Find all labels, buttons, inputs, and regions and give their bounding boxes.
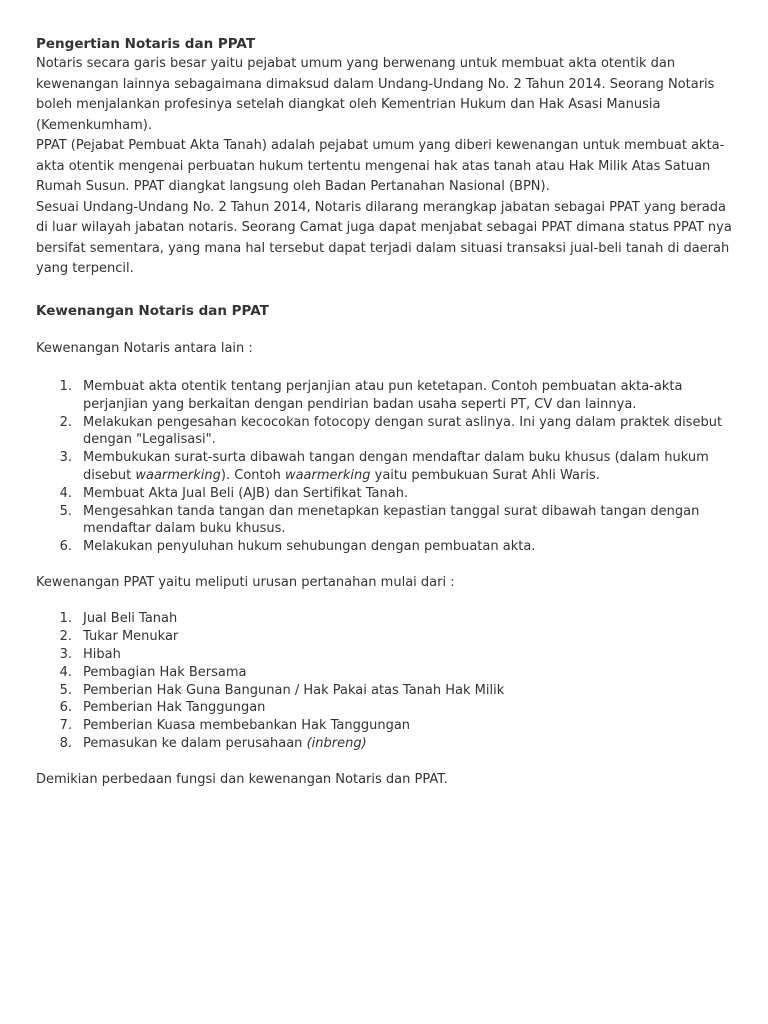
list-item-text-part: yaitu pembukuan Surat Ahli Waris. [370, 467, 600, 483]
list-number: 5. [59, 682, 72, 698]
list-item [36, 503, 732, 539]
paragraph-notaris-definition: Notaris secara garis besar yaitu pejabat umum yang berwenang untuk membuat akta otentik dan kewenangan lainnya sebagaimana dimaksud dalam Undang-Undang No. 2 Tahun 2014. Seorang Notaris boleh menjalankan profesinya setelah diangkat oleh Kementrian Hukum dan Hak Asasi Manusia (Kemenkumham). [36, 56, 715, 133]
list-item [36, 378, 732, 414]
list-number: 3. [59, 450, 72, 466]
list-item [36, 628, 732, 646]
notaris-authority-list [36, 378, 732, 556]
list-item [36, 414, 732, 450]
list-item [36, 735, 732, 753]
heading-kewenangan: Kewenangan Notaris dan PPAT [36, 302, 269, 319]
paragraph-ppat-definition: PPAT (Pejabat Pembuat Akta Tanah) adalah pejabat umum yang diberi kewenangan untuk membuat akta-akta otentik mengenai perbuatan hukum tertentu mengenai hak atas tanah atau Hak Milik Atas Satuan Rumah Susun. PPAT diangkat langsung oleh Badan Pertanahan Nasional (BPN). [36, 138, 725, 194]
heading-pengertian: Pengertian Notaris dan PPAT [36, 36, 256, 52]
list-number: 5. [59, 503, 72, 519]
list-item-text: Hibah [83, 647, 121, 663]
list-number: 1. [59, 611, 72, 627]
list-item [36, 538, 732, 556]
list-number: 3. [59, 647, 72, 663]
list-item-text-part: ). Contoh [220, 467, 285, 483]
italic-term: (inbreng) [306, 736, 367, 752]
list-item-text: Pemberian Kuasa membebankan Hak Tanggungan [83, 718, 411, 734]
list-number: 6. [59, 700, 72, 716]
list-item-text: Pemberian Hak Tanggungan [83, 700, 266, 716]
list-number: 1. [59, 379, 72, 394]
italic-term: waarmerking [135, 467, 221, 483]
list-item [36, 646, 732, 664]
list-item [36, 449, 732, 485]
ppat-authority-list [36, 610, 732, 752]
list-item-text-part: Pemasukan ke dalam perusahaan [83, 736, 307, 752]
closing-sentence: Demikian perbedaan fungsi dan kewenangan Notaris dan PPAT. [36, 771, 448, 787]
list-number: 7. [59, 718, 72, 734]
list-item-text: Mengesahkan tanda tangan dan menetapkan kepastian tanggal surat dibawah tangan dengan mendaftar dalam buku khusus. [83, 503, 700, 537]
list-item-text: Membuat akta otentik tentang perjanjian atau pun ketetapan. Contoh pembuatan akta-akta perjanjian yang berkaitan dengan pendirian badan usaha seperti PT, CV dan lainnya. [83, 379, 683, 412]
list-number: 6. [59, 539, 72, 555]
ppat-list-intro: Kewenangan PPAT yaitu meliputi urusan pertanahan mulai dari : [36, 574, 455, 590]
list-item-text: Melakukan penyuluhan hukum sehubungan dengan pembuatan akta. [83, 539, 536, 555]
list-item [36, 610, 732, 628]
list-item-text: Melakukan pengesahan kecocokan fotocopy dengan surat aslinya. Ini yang dalam praktek disebut dengan "Legalisasi". [83, 414, 723, 448]
paragraph-jabatan-rules: Sesuai Undang-Undang No. 2 Tahun 2014, Notaris dilarang merangkap jabatan sebagai PPAT yang berada di luar wilayah jabatan notaris. Seorang Camat juga dapat menjabat sebagai PPAT dimana status PPAT nya bersifat sementara, yang mana hal tersebut dapat terjadi dalam situasi transaksi jual-beli tanah di daerah yang terpencil. [36, 199, 732, 276]
italic-term: waarmerking [284, 467, 371, 483]
notaris-list-intro: Kewenangan Notaris antara lain : [36, 340, 253, 356]
list-item [36, 664, 732, 682]
list-item [36, 699, 732, 717]
list-number: 4. [59, 485, 72, 501]
list-number: 8. [59, 736, 72, 752]
list-item [36, 682, 732, 700]
list-number: 2. [59, 414, 72, 430]
list-item [36, 485, 732, 503]
list-item-text: Pemberian Hak Guna Bangunan / Hak Pakai atas Tanah Hak Milik [83, 682, 505, 698]
list-item-text: Pembagian Hak Bersama [83, 664, 247, 680]
list-item-text: Jual Beli Tanah [83, 611, 178, 627]
list-item [36, 717, 732, 735]
list-item-text: Membuat Akta Jual Beli (AJB) dan Sertifikat Tanah. [83, 485, 409, 501]
list-number: 4. [59, 664, 72, 680]
list-item-text: Tukar Menukar [83, 629, 179, 645]
list-number: 2. [59, 629, 72, 645]
list-item-text-part: Membukukan surat-surta dibawah tangan dengan mendaftar dalam buku khusus (dalam hukum disebut [83, 450, 709, 483]
